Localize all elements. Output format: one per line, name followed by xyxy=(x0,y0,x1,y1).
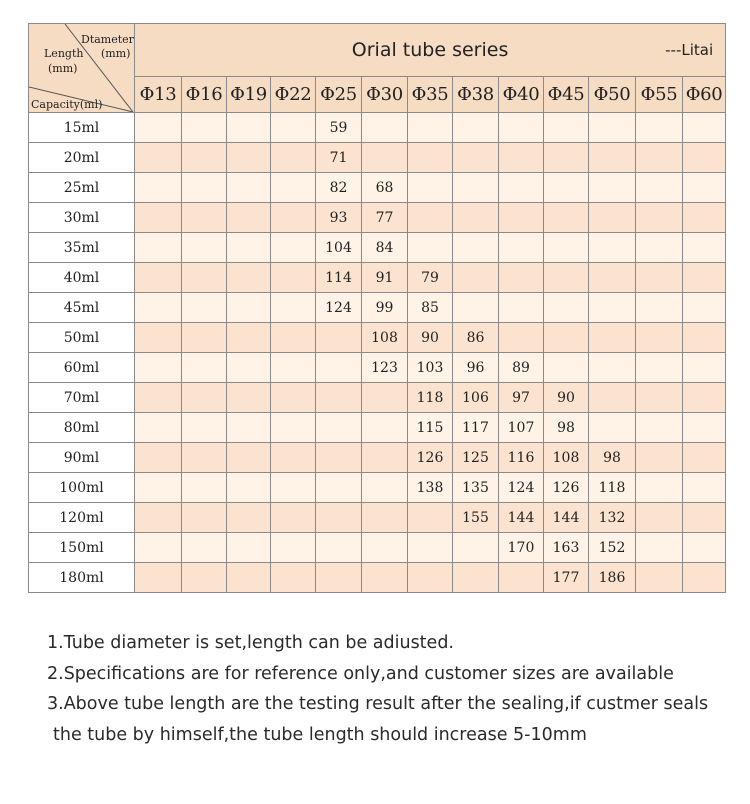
capacity-cell: 25ml xyxy=(29,173,135,203)
capacity-cell: 80ml xyxy=(29,413,135,443)
brand-label: ---Litai xyxy=(665,41,714,59)
length-value-cell: 79 xyxy=(408,263,453,293)
length-value-cell: 155 xyxy=(453,503,499,533)
length-value-cell xyxy=(683,353,726,383)
length-value-cell: 97 xyxy=(499,383,544,413)
length-value-cell xyxy=(362,143,408,173)
length-value-cell xyxy=(227,233,271,263)
length-value-cell: 108 xyxy=(362,323,408,353)
length-value-cell xyxy=(453,263,499,293)
diameter-header: Φ50 xyxy=(589,77,636,113)
length-value-cell xyxy=(362,473,408,503)
notes xyxy=(47,628,737,750)
length-value-cell xyxy=(544,293,589,323)
length-value-cell xyxy=(408,563,453,593)
length-value-cell xyxy=(271,413,316,443)
length-value-cell xyxy=(316,563,362,593)
length-value-cell xyxy=(408,113,453,143)
length-value-cell: 68 xyxy=(362,173,408,203)
length-value-cell xyxy=(227,323,271,353)
length-value-cell xyxy=(683,533,726,563)
length-value-cell xyxy=(227,473,271,503)
length-value-cell: 186 xyxy=(589,563,636,593)
length-value-cell xyxy=(683,143,726,173)
table-row xyxy=(29,473,726,503)
length-value-cell xyxy=(135,503,182,533)
length-value-cell xyxy=(135,203,182,233)
length-value-cell xyxy=(362,413,408,443)
capacity-cell: 40ml xyxy=(29,263,135,293)
length-value-cell: 85 xyxy=(408,293,453,323)
length-value-cell xyxy=(683,383,726,413)
length-value-cell: 82 xyxy=(316,173,362,203)
capacity-cell: 30ml xyxy=(29,203,135,233)
capacity-cell: 15ml xyxy=(29,113,135,143)
table-title-cell xyxy=(135,24,726,77)
length-value-cell xyxy=(499,173,544,203)
length-value-cell xyxy=(362,503,408,533)
length-value-cell xyxy=(589,173,636,203)
length-value-cell xyxy=(362,383,408,413)
length-value-cell: 108 xyxy=(544,443,589,473)
table-title: Orial tube series xyxy=(351,39,509,61)
length-value-cell xyxy=(271,503,316,533)
length-value-cell xyxy=(271,443,316,473)
length-value-cell xyxy=(182,473,227,503)
length-value-cell xyxy=(182,263,227,293)
capacity-cell: 90ml xyxy=(29,443,135,473)
length-value-cell xyxy=(589,293,636,323)
length-value-cell: 124 xyxy=(316,293,362,323)
length-value-cell xyxy=(589,143,636,173)
length-value-cell xyxy=(227,143,271,173)
length-value-cell xyxy=(636,323,683,353)
length-value-cell: 132 xyxy=(589,503,636,533)
length-value-cell xyxy=(227,173,271,203)
length-value-cell: 144 xyxy=(499,503,544,533)
length-value-cell xyxy=(683,503,726,533)
length-value-cell xyxy=(636,503,683,533)
note-1: 1.Tube diameter is set,length can be adiusted. xyxy=(47,633,454,653)
length-value-cell xyxy=(499,203,544,233)
length-value-cell xyxy=(135,383,182,413)
length-value-cell xyxy=(499,113,544,143)
length-value-cell xyxy=(408,203,453,233)
length-value-cell xyxy=(499,233,544,263)
length-value-cell xyxy=(135,473,182,503)
length-value-cell xyxy=(636,293,683,323)
length-label: Length xyxy=(44,47,84,60)
length-value-cell: 103 xyxy=(408,353,453,383)
length-value-cell xyxy=(227,293,271,323)
length-value-cell xyxy=(135,143,182,173)
length-value-cell xyxy=(227,113,271,143)
length-value-cell xyxy=(316,323,362,353)
capacity-cell: 45ml xyxy=(29,293,135,323)
length-value-cell xyxy=(499,143,544,173)
length-value-cell: 98 xyxy=(589,443,636,473)
length-value-cell xyxy=(683,413,726,443)
length-value-cell xyxy=(182,173,227,203)
length-value-cell xyxy=(683,113,726,143)
length-value-cell xyxy=(589,203,636,233)
corner-header-cell xyxy=(29,24,135,113)
length-value-cell xyxy=(135,173,182,203)
length-value-cell xyxy=(362,113,408,143)
length-value-cell xyxy=(227,263,271,293)
capacity-cell: 20ml xyxy=(29,143,135,173)
length-value-cell xyxy=(636,413,683,443)
capacity-cell: 50ml xyxy=(29,323,135,353)
length-value-cell xyxy=(453,173,499,203)
length-value-cell: 123 xyxy=(362,353,408,383)
length-value-cell xyxy=(271,263,316,293)
length-value-cell xyxy=(227,203,271,233)
table-row xyxy=(29,413,726,443)
length-value-cell xyxy=(182,503,227,533)
length-value-cell xyxy=(182,203,227,233)
spec-table xyxy=(28,23,726,593)
capacity-cell: 100ml xyxy=(29,473,135,503)
length-value-cell xyxy=(182,443,227,473)
length-value-cell xyxy=(636,473,683,503)
diameter-header: Φ45 xyxy=(544,77,589,113)
length-value-cell xyxy=(453,143,499,173)
length-value-cell: 84 xyxy=(362,233,408,263)
length-value-cell xyxy=(135,113,182,143)
table-body xyxy=(29,113,726,593)
length-value-cell xyxy=(227,533,271,563)
length-value-cell xyxy=(589,353,636,383)
length-value-cell: 163 xyxy=(544,533,589,563)
length-value-cell: 114 xyxy=(316,263,362,293)
length-value-cell: 104 xyxy=(316,233,362,263)
length-value-cell xyxy=(182,383,227,413)
diameter-header: Φ30 xyxy=(362,77,408,113)
length-value-cell xyxy=(589,233,636,263)
length-value-cell: 106 xyxy=(453,383,499,413)
table-row xyxy=(29,533,726,563)
length-value-cell xyxy=(683,293,726,323)
length-value-cell xyxy=(499,293,544,323)
length-value-cell: 116 xyxy=(499,443,544,473)
length-value-cell: 118 xyxy=(589,473,636,503)
length-value-cell: 152 xyxy=(589,533,636,563)
capacity-cell: 120ml xyxy=(29,503,135,533)
length-value-cell: 89 xyxy=(499,353,544,383)
length-value-cell xyxy=(271,353,316,383)
length-value-cell xyxy=(316,353,362,383)
table-row xyxy=(29,563,726,593)
length-value-cell xyxy=(227,353,271,383)
length-value-cell xyxy=(408,533,453,563)
length-value-cell xyxy=(227,383,271,413)
length-value-cell: 71 xyxy=(316,143,362,173)
length-value-cell xyxy=(271,143,316,173)
length-value-cell: 144 xyxy=(544,503,589,533)
length-value-cell: 90 xyxy=(544,383,589,413)
length-value-cell xyxy=(316,413,362,443)
length-value-cell xyxy=(544,203,589,233)
length-value-cell xyxy=(182,563,227,593)
length-value-cell: 117 xyxy=(453,413,499,443)
diameter-header: Φ13 xyxy=(135,77,182,113)
length-value-cell xyxy=(544,323,589,353)
length-value-cell: 91 xyxy=(362,263,408,293)
length-value-cell xyxy=(544,353,589,383)
length-value-cell xyxy=(135,323,182,353)
length-value-cell: 99 xyxy=(362,293,408,323)
capacity-label: Capacity(ml) xyxy=(31,98,103,111)
length-value-cell xyxy=(636,173,683,203)
diameter-label: Dtameter xyxy=(81,33,134,46)
length-value-cell xyxy=(408,503,453,533)
table-row xyxy=(29,323,726,353)
diameter-unit: (mm) xyxy=(101,47,131,60)
length-value-cell xyxy=(182,293,227,323)
length-value-cell xyxy=(453,563,499,593)
length-value-cell xyxy=(182,413,227,443)
length-value-cell xyxy=(135,413,182,443)
length-value-cell xyxy=(636,383,683,413)
length-value-cell xyxy=(227,443,271,473)
table-row xyxy=(29,203,726,233)
length-value-cell xyxy=(589,383,636,413)
length-value-cell: 170 xyxy=(499,533,544,563)
length-value-cell: 93 xyxy=(316,203,362,233)
length-value-cell xyxy=(636,233,683,263)
diameter-header: Φ40 xyxy=(499,77,544,113)
table-row xyxy=(29,143,726,173)
diameter-header: Φ60 xyxy=(683,77,726,113)
capacity-cell: 150ml xyxy=(29,533,135,563)
length-value-cell xyxy=(683,323,726,353)
length-value-cell xyxy=(316,383,362,413)
capacity-cell: 60ml xyxy=(29,353,135,383)
length-value-cell xyxy=(408,233,453,263)
length-value-cell xyxy=(408,173,453,203)
length-value-cell xyxy=(453,533,499,563)
note-2: 2.Specifications are for reference only,and customer sizes are available xyxy=(47,663,674,684)
length-unit: (mm) xyxy=(48,62,78,75)
note-3: 3.Above tube length are the testing result after the sealing,if custmer seals xyxy=(47,694,709,714)
length-value-cell xyxy=(636,443,683,473)
length-value-cell xyxy=(683,563,726,593)
length-value-cell xyxy=(182,233,227,263)
diameter-header: Φ16 xyxy=(182,77,227,113)
length-value-cell xyxy=(316,473,362,503)
capacity-cell: 180ml xyxy=(29,563,135,593)
length-value-cell: 59 xyxy=(316,113,362,143)
length-value-cell xyxy=(316,533,362,563)
length-value-cell xyxy=(182,143,227,173)
table-row xyxy=(29,173,726,203)
length-value-cell xyxy=(135,563,182,593)
note-3-continued: the tube by himself,the tube length should increase 5-10mm xyxy=(53,724,587,745)
length-value-cell: 96 xyxy=(453,353,499,383)
table-row xyxy=(29,443,726,473)
length-value-cell xyxy=(135,293,182,323)
diameter-header: Φ19 xyxy=(227,77,271,113)
table-row xyxy=(29,263,726,293)
length-value-cell: 86 xyxy=(453,323,499,353)
length-value-cell xyxy=(271,563,316,593)
length-value-cell xyxy=(453,293,499,323)
length-value-cell xyxy=(182,113,227,143)
capacity-cell: 35ml xyxy=(29,233,135,263)
length-value-cell xyxy=(271,323,316,353)
length-value-cell: 177 xyxy=(544,563,589,593)
length-value-cell xyxy=(182,353,227,383)
length-value-cell: 98 xyxy=(544,413,589,443)
length-value-cell xyxy=(271,383,316,413)
length-value-cell: 90 xyxy=(408,323,453,353)
length-value-cell xyxy=(182,533,227,563)
length-value-cell xyxy=(362,533,408,563)
length-value-cell xyxy=(135,233,182,263)
length-value-cell xyxy=(636,263,683,293)
table-row xyxy=(29,353,726,383)
table-row xyxy=(29,293,726,323)
length-value-cell xyxy=(135,443,182,473)
length-value-cell xyxy=(271,173,316,203)
diameter-header: Φ22 xyxy=(271,77,316,113)
length-value-cell: 138 xyxy=(408,473,453,503)
length-value-cell xyxy=(683,173,726,203)
length-value-cell xyxy=(271,113,316,143)
length-value-cell xyxy=(453,113,499,143)
diameter-header: Φ25 xyxy=(316,77,362,113)
length-value-cell xyxy=(636,203,683,233)
length-value-cell xyxy=(271,293,316,323)
length-value-cell: 124 xyxy=(499,473,544,503)
length-value-cell xyxy=(499,323,544,353)
length-value-cell xyxy=(589,263,636,293)
diameter-header: Φ38 xyxy=(453,77,499,113)
length-value-cell xyxy=(227,413,271,443)
length-value-cell: 115 xyxy=(408,413,453,443)
length-value-cell xyxy=(135,263,182,293)
length-value-cell xyxy=(544,113,589,143)
length-value-cell xyxy=(408,143,453,173)
length-value-cell xyxy=(636,533,683,563)
length-value-cell xyxy=(135,353,182,383)
length-value-cell: 77 xyxy=(362,203,408,233)
length-value-cell xyxy=(453,233,499,263)
length-value-cell xyxy=(271,233,316,263)
length-value-cell xyxy=(227,503,271,533)
table-row xyxy=(29,503,726,533)
length-value-cell xyxy=(683,203,726,233)
length-value-cell xyxy=(316,503,362,533)
length-value-cell: 126 xyxy=(544,473,589,503)
length-value-cell xyxy=(544,143,589,173)
capacity-cell: 70ml xyxy=(29,383,135,413)
table-row xyxy=(29,113,726,143)
table-row xyxy=(29,383,726,413)
length-value-cell: 126 xyxy=(408,443,453,473)
length-value-cell xyxy=(227,563,271,593)
length-value-cell xyxy=(683,443,726,473)
length-value-cell xyxy=(499,263,544,293)
length-value-cell xyxy=(362,443,408,473)
length-value-cell: 135 xyxy=(453,473,499,503)
length-value-cell: 125 xyxy=(453,443,499,473)
length-value-cell xyxy=(453,203,499,233)
length-value-cell xyxy=(544,233,589,263)
length-value-cell xyxy=(589,113,636,143)
length-value-cell xyxy=(544,263,589,293)
length-value-cell xyxy=(271,533,316,563)
diameter-header: Φ35 xyxy=(408,77,453,113)
length-value-cell xyxy=(182,323,227,353)
length-value-cell xyxy=(636,563,683,593)
diameter-header: Φ55 xyxy=(636,77,683,113)
length-value-cell xyxy=(683,233,726,263)
length-value-cell xyxy=(636,353,683,383)
length-value-cell xyxy=(316,443,362,473)
table-row xyxy=(29,233,726,263)
length-value-cell: 107 xyxy=(499,413,544,443)
length-value-cell xyxy=(683,473,726,503)
length-value-cell xyxy=(135,533,182,563)
length-value-cell xyxy=(589,413,636,443)
length-value-cell xyxy=(589,323,636,353)
length-value-cell xyxy=(499,563,544,593)
length-value-cell xyxy=(362,563,408,593)
length-value-cell xyxy=(683,263,726,293)
length-value-cell xyxy=(271,473,316,503)
length-value-cell xyxy=(544,173,589,203)
length-value-cell xyxy=(636,143,683,173)
length-value-cell xyxy=(271,203,316,233)
length-value-cell: 118 xyxy=(408,383,453,413)
length-value-cell xyxy=(636,113,683,143)
